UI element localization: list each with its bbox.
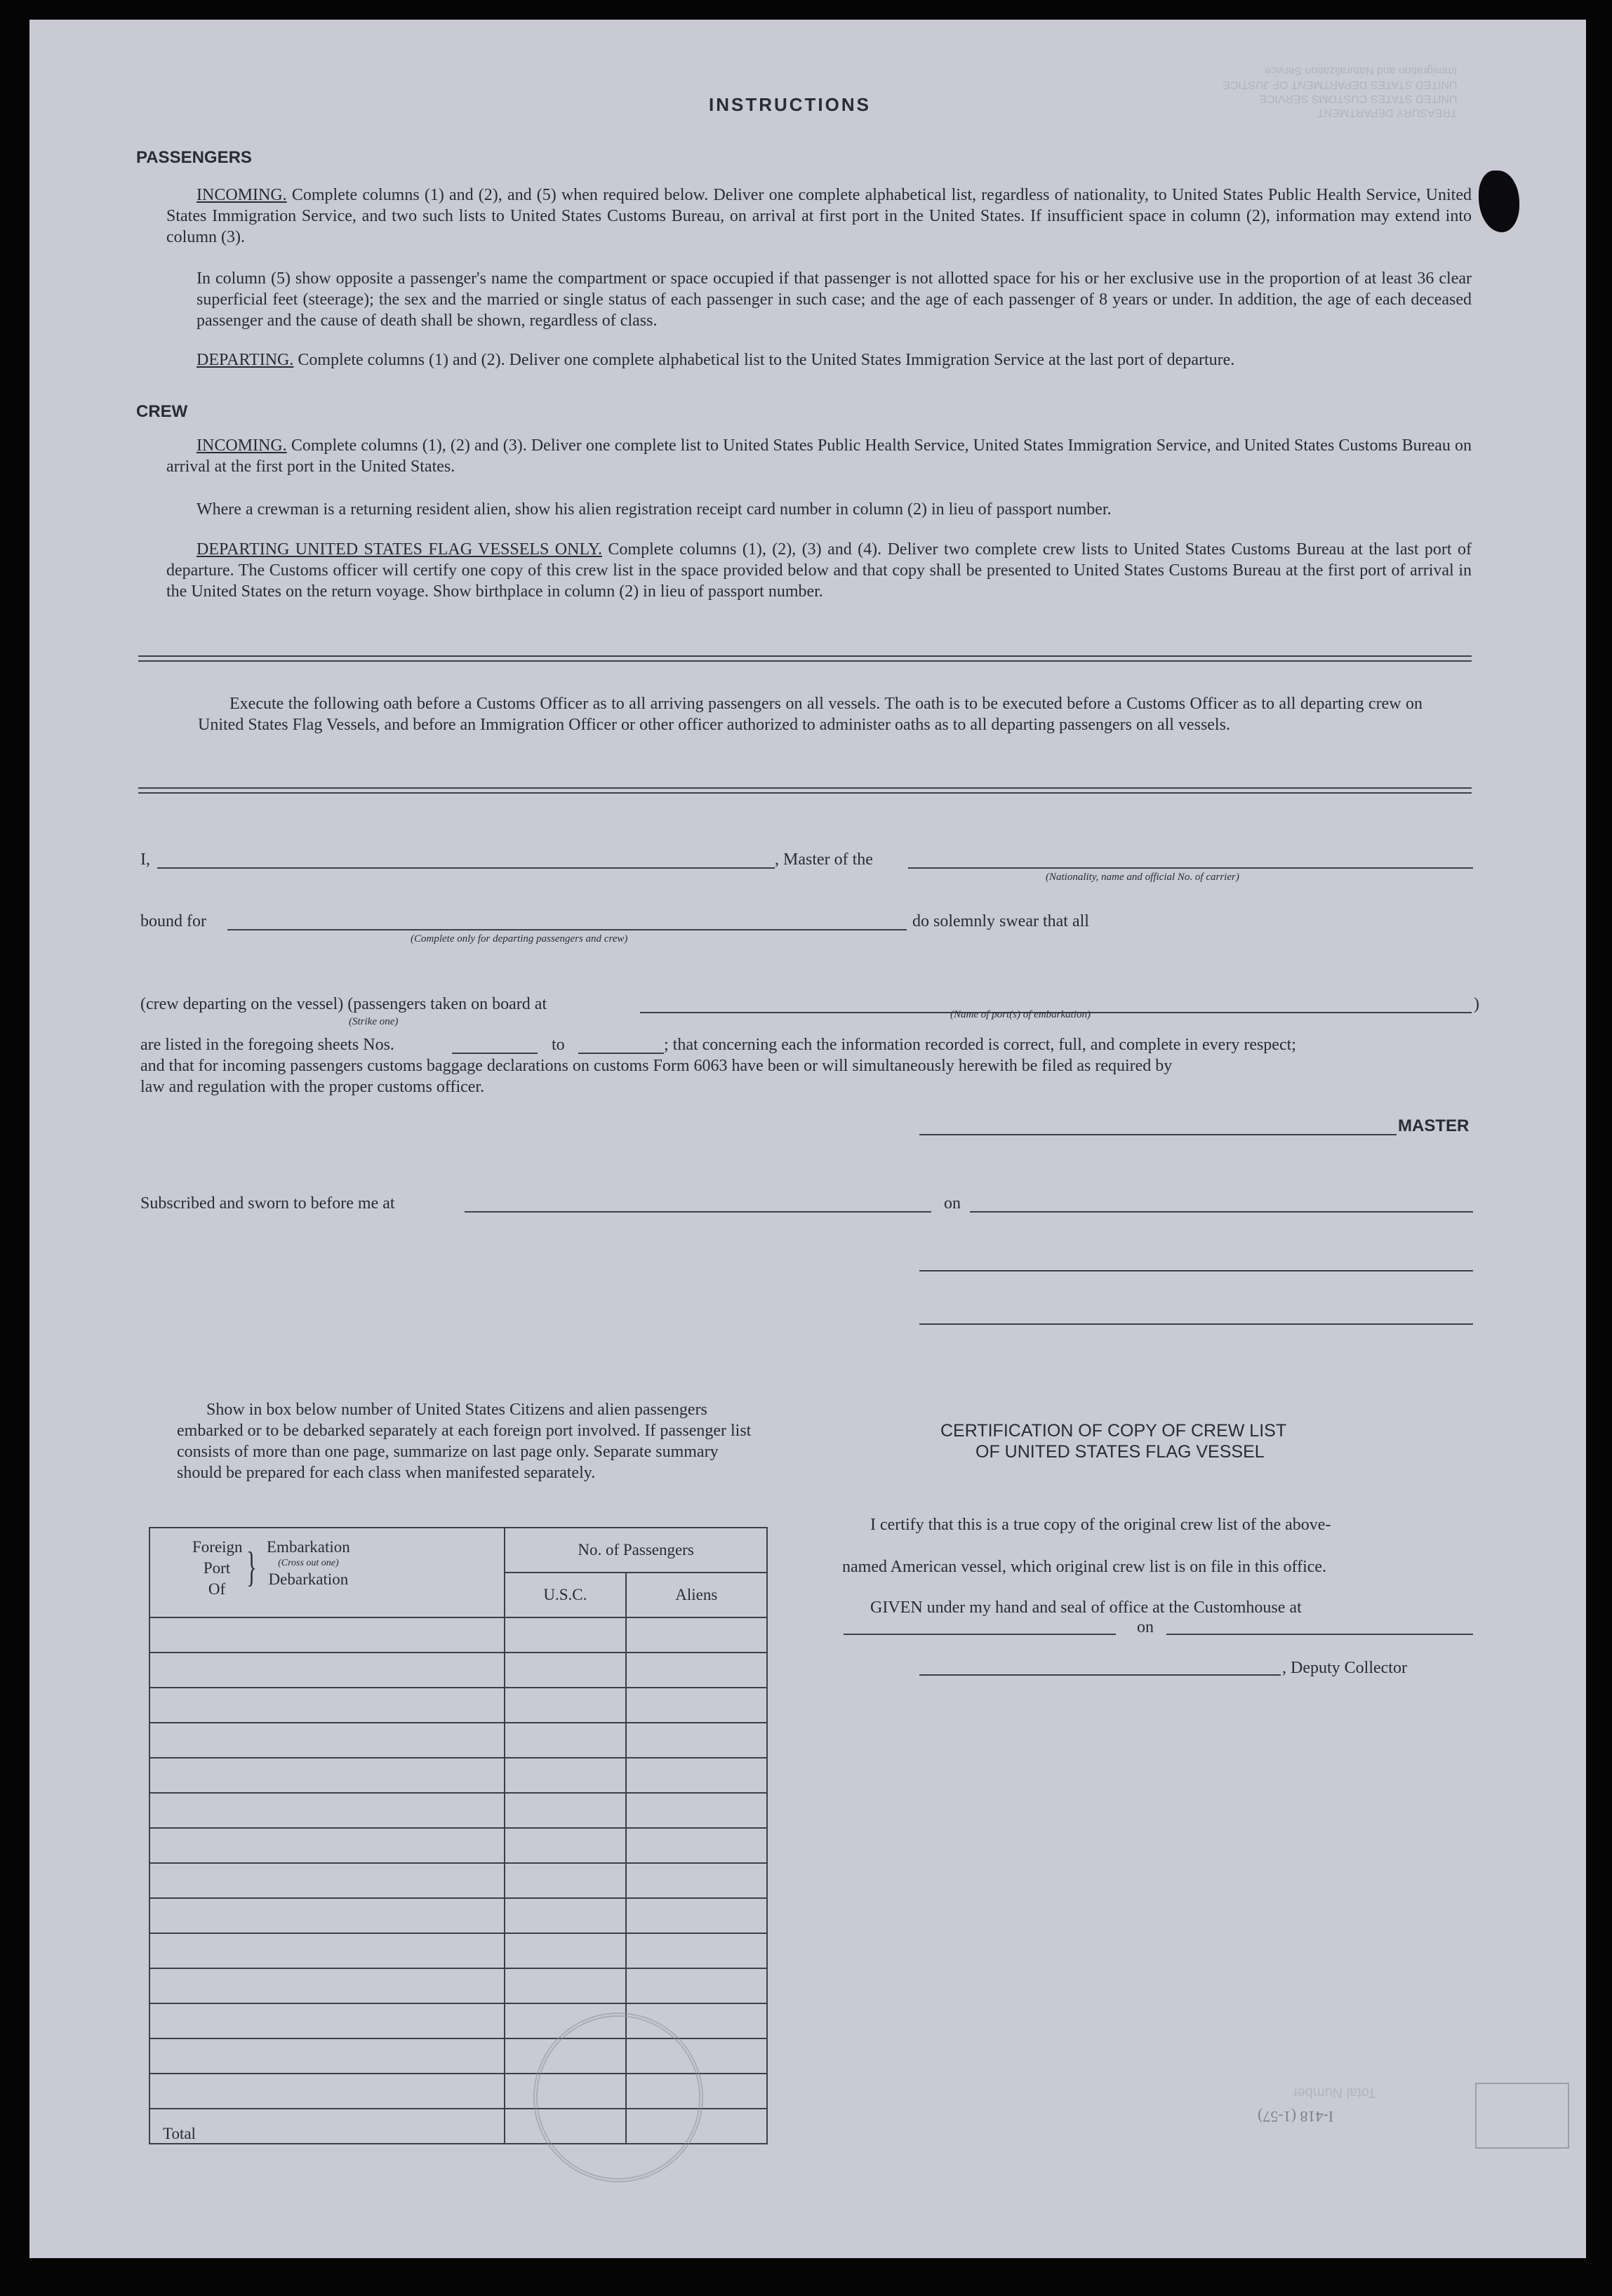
bound-for-label: bound for (140, 912, 206, 930)
port-cell[interactable] (149, 2038, 505, 2074)
table-row (149, 1758, 767, 1793)
usc-cell[interactable] (505, 1968, 625, 2003)
table-row (149, 1653, 767, 1688)
bound-for-field[interactable] (227, 929, 907, 930)
port-cell[interactable] (149, 1828, 505, 1863)
aliens-cell[interactable] (626, 1828, 767, 1863)
certification-on-label: on (1137, 1618, 1154, 1636)
listed-to-label: to (552, 1036, 565, 1054)
given-text: GIVEN under my hand and seal of office at the Customhouse at (870, 1598, 1302, 1617)
aliens-cell[interactable] (626, 1653, 767, 1688)
sheet-from-field[interactable] (452, 1053, 538, 1054)
total-label: Total (149, 2109, 505, 2144)
aliens-cell[interactable] (626, 1968, 767, 2003)
crew-incoming-text: Complete columns (1), (2) and (3). Deliver one complete list to United States Public Health Service, United States Immigration Service, and United States Customs Bureau on arrival at the first port in the United States. (166, 436, 1472, 476)
certify-text-b: named American vessel, which original crew list is on file in this office. (842, 1558, 1327, 1576)
passengers-heading: PASSENGERS (136, 148, 252, 167)
aliens-cell[interactable] (626, 1758, 767, 1793)
crew-flag-text: Complete columns (1), (2), (3) and (4). Deliver two complete crew lists to United States Customs Bureau at the last port of departure. The Customs officer will certify one copy of this crew list in the space provided below and that copy shall be presented to United States Customs Bureau at the first port of arrival in the United States on the return voyage. Show birthplace in column (2) in lieu of passport number. (166, 540, 1472, 601)
oath-i-label: I, (140, 850, 150, 869)
aliens-cell[interactable] (626, 1793, 767, 1828)
port-cell[interactable] (149, 1933, 505, 1968)
aliens-cell[interactable] (626, 1723, 767, 1758)
nationality-note: (Nationality, name and official No. of carrier) (1046, 872, 1239, 883)
master-of-label: , Master of the (775, 850, 873, 869)
passengers-incoming-paragraph (166, 185, 1472, 248)
corner-box (1475, 2083, 1569, 2149)
col-cross-out: (Cross out one) (278, 1558, 339, 1568)
usc-cell[interactable] (505, 1723, 625, 1758)
crew-flag-paragraph (166, 539, 1472, 602)
aliens-cell[interactable] (626, 1933, 767, 1968)
col-usc: U.S.C. (505, 1573, 625, 1617)
ports-note: (Name of port(s) of embarkation) (950, 1009, 1091, 1020)
port-cell[interactable] (149, 1688, 505, 1723)
strike-one-note: (Strike one) (349, 1016, 399, 1027)
crew-incoming-paragraph (166, 435, 1472, 477)
passengers-incoming-text: Complete columns (1) and (2), and (5) when required below. Deliver one complete alphabetical list, regardless of nationality, to United States Public Health Service, United States Immigration Service, and two such lists to United States Customs Bureau, on arrival at first port in the United States. If insufficient space in column (2), information may extend into column (3). (166, 186, 1472, 246)
close-paren: ) (1474, 995, 1479, 1013)
usc-cell[interactable] (505, 1617, 625, 1653)
usc-cell[interactable] (505, 1828, 625, 1863)
master-label: MASTER (1398, 1116, 1470, 1135)
port-cell[interactable] (149, 1793, 505, 1828)
aliens-cell[interactable] (626, 1863, 767, 1898)
subscribed-on-label: on (944, 1194, 961, 1213)
crew-departing-text: (crew departing on the vessel) (passengers taken on board at (140, 995, 547, 1013)
summary-instructions: Show in box below number of United States Citizens and alien passengers embarked or to be debarked separately at each foreign port involved. If passenger list consists of more than one page, summarize on last page only. Separate summary should be prepared for each class when manifested separately. (177, 1401, 752, 1482)
oath-intro: Execute the following oath before a Customs Officer as to all arriving passengers on all vessels. The oath is to be executed before a Customs Officer as to all departing crew on United States Flag Vessels, and before an Immigration Officer or other officer authorized to administer oaths as to all departing passengers on all vessels. (198, 695, 1423, 734)
table-row (149, 1617, 767, 1653)
deputy-signature-field[interactable] (919, 1674, 1281, 1676)
listed-text-a: are listed in the foregoing sheets Nos. (140, 1036, 394, 1054)
passengers-incoming-label: INCOMING. (196, 186, 287, 204)
col-of: Of (208, 1580, 226, 1598)
table-row (149, 1968, 767, 2003)
listed-text-b: ; that concerning each the information recorded is correct, full, and complete in every respect; (664, 1036, 1296, 1054)
table-row (149, 1898, 767, 1933)
usc-cell[interactable] (505, 1898, 625, 1933)
port-cell[interactable] (149, 1968, 505, 2003)
col-aliens: Aliens (626, 1573, 767, 1617)
listed-text-d: law and regulation with the proper customs officer. (140, 1078, 485, 1096)
certify-text-a: I certify that this is a true copy of the original crew list of the above- (870, 1516, 1331, 1534)
crew-incoming-label: INCOMING. (196, 436, 287, 455)
col-port: Port (203, 1559, 231, 1577)
usc-cell[interactable] (505, 1653, 625, 1688)
usc-cell[interactable] (505, 1688, 625, 1723)
usc-cell[interactable] (505, 1758, 625, 1793)
table-row (149, 1793, 767, 1828)
deputy-collector-label: , Deputy Collector (1282, 1659, 1407, 1677)
faded-stamp (533, 2013, 703, 2182)
port-cell[interactable] (149, 1898, 505, 1933)
port-cell[interactable] (149, 2074, 505, 2109)
page-title: INSTRUCTIONS (709, 94, 871, 115)
master-name-field[interactable] (157, 867, 775, 869)
table-row (149, 1933, 767, 1968)
passengers-departing-text: Complete columns (1) and (2). Deliver one complete alphabetical list to the United States Immigration Service at the last port of departure. (298, 351, 1235, 369)
subscribed-text: Subscribed and sworn to before me at (140, 1194, 395, 1213)
table-row (149, 1828, 767, 1863)
port-cell[interactable] (149, 1863, 505, 1898)
complete-only-note: (Complete only for departing passengers and crew) (411, 933, 628, 945)
col-embarkation: Embarkation (267, 1538, 350, 1556)
ink-blot (1479, 171, 1519, 232)
port-cell[interactable] (149, 2003, 505, 2038)
passengers-departing-paragraph (166, 349, 1472, 371)
aliens-cell[interactable] (626, 1898, 767, 1933)
usc-cell[interactable] (505, 1793, 625, 1828)
subscribed-date-field[interactable] (970, 1211, 1473, 1213)
double-rule (138, 655, 1472, 662)
double-rule (138, 787, 1472, 794)
table-row (149, 1688, 767, 1723)
document-page: TREASURY DEPARTMENT UNITED STATES CUSTOMS SERVICE UNITED STATES DEPARTMENT OF JUSTICE Immigration and Naturalization Service INSTRUCTIONS PASSENGERS INCOMING. Complete columns (1) and (2), and (5) when required below. Deliver one complete alphabetical list, regardless of nationality, to United States Public Health Service, United States Immigration Service, and two such lists to United States Customs Bureau, on arrival at first port in the United States. If insufficient space in column (2), information may extend into column (3). In column (5) show opposite a passenger's name the compartment or space occupied if that passenger is not allotted space for his or her exclusive use in the proportion of at least 36 clear superficial feet (steerage); the sex and the married or single status of each passenger in such case; and the age of each passenger of 8 years or under. In addition, the age of each deceased passenger and the cause of death shall be shown, regardless of class. DEPARTING. Complete columns (1) and (2). Deliver one complete alphabetical list to the United States Immigration Service at the last port of departure. CREW INCOMING. Complete columns (1), (2) and (3). Deliver one complete list to United States Public Health Service, United States Immigration Service, and United States Customs Bureau on arrival at the first port in the United States. Where a crewman is a returning resident alien, show his alien registration receipt card number in column (2) in lieu of passport number. DEPARTING UNITED STATES FLAG VESSELS ONLY. Complete columns (1), (2), (3) and (4). Deliver two complete crew lists to United States Customs Bureau at the last port of departure. The Customs officer will certify one copy of this crew list in the space provided below and that copy shall be presented to United States Customs Bureau at the first port of arrival in the United States on the return voyage. Show birthplace in column (2) in lieu of passport number. Execute the following oath before a Customs Officer as to all arriving passengers on all vessels. The oath is to be executed before a Customs Officer as to all departing crew on United States Flag Vessels, and before an Immigration Officer or other officer authorized to administer oaths as to all departing passengers on all vessels. I, , Master of the (Nationality, name and official No. of carrier) bound for do solemnly swear that all (Complete only for departing passengers and crew) (crew departing on the vessel) (passengers taken on board at ) (Strike one) (Name of port(s) of embarkation) are listed in the foregoing sheets Nos. to ; that concerning each the information recorded is correct, full, and complete in every respect; and that for incoming passengers customs baggage declarations on customs Form 6063 have been or will simultaneously herewith be filed as required by law and regulation with the proper customs officer. MASTER Subscribed and sworn to before me at on Show in box below number of United States Citizens and alien passengers embarked or to be debarked separately at each foreign port involved. If passenger list consists of more than one page, summarize on last page only. Separate summary should be prepared for each class when manifested separately. Foreign Port Of } Embarkation (Cross out one) Debarkation No. of Passengers U.S.C. Aliens Total CERTIFICATION OF COPY OF CREW LIST OF UNITED STATES FLAG VESSEL I certify that this is a true copy of the original crew list of the above- named American vessel, which original crew list is on file in this office. GIVEN under my hand and seal of office at the Customhouse at on , Deputy Collector Total Number I-418 (1-57) (29, 20, 1586, 2258)
vessel-field[interactable] (908, 867, 1473, 869)
port-cell[interactable] (149, 1653, 505, 1688)
table-row (149, 1723, 767, 1758)
master-signature-field[interactable] (919, 1134, 1397, 1135)
passengers-column5-paragraph: In column (5) show opposite a passenger's name the compartment or space occupied if that passenger is not allotted space for his or her exclusive use in the proportion of at least 36 clear superficial feet (steerage); the sex and the married or single status of each passenger in such case; and the age of each passenger of 8 years or under. In addition, the age of each deceased passenger and the cause of death shall be shown, regardless of class. (196, 269, 1472, 330)
passengers-departing-label: DEPARTING. (196, 351, 294, 369)
form-number: I-418 (1-57) (1258, 2108, 1334, 2125)
port-header-cell: Foreign Port Of } Embarkation (Cross out one) Debarkation (149, 1528, 505, 1617)
officer-signature-field[interactable] (919, 1270, 1473, 1272)
port-cell[interactable] (149, 1758, 505, 1793)
col-debarkation: Debarkation (268, 1570, 349, 1588)
listed-text-c: and that for incoming passengers customs baggage declarations on customs Form 6063 have been or will simultaneously herewith be filed as required by (140, 1057, 1173, 1075)
sheet-to-field[interactable] (578, 1053, 664, 1054)
total-number-bleed: Total Number (1293, 2085, 1376, 2100)
customhouse-field[interactable] (844, 1634, 1116, 1635)
table-row (149, 1863, 767, 1898)
col-no-passengers: No. of Passengers (505, 1528, 767, 1573)
crew-heading: CREW (136, 402, 188, 421)
certification-title-1: CERTIFICATION OF COPY OF CREW LIST (940, 1421, 1287, 1441)
aliens-cell[interactable] (626, 1617, 767, 1653)
col-foreign: Foreign (192, 1538, 243, 1556)
certification-title-2: OF UNITED STATES FLAG VESSEL (975, 1442, 1265, 1462)
subscribed-place-field[interactable] (465, 1211, 931, 1213)
aliens-cell[interactable] (626, 1688, 767, 1723)
port-cell[interactable] (149, 1723, 505, 1758)
port-cell[interactable] (149, 1617, 505, 1653)
certification-date-field[interactable] (1166, 1634, 1473, 1635)
usc-cell[interactable] (505, 1863, 625, 1898)
usc-cell[interactable] (505, 1933, 625, 1968)
swear-text: do solemnly swear that all (912, 912, 1089, 930)
crew-flag-label: DEPARTING UNITED STATES FLAG VESSELS ONLY. (196, 540, 602, 559)
crew-resident-alien-paragraph: Where a crewman is a returning resident alien, show his alien registration receipt card number in column (2) in lieu of passport number. (196, 500, 1112, 519)
officer-title-field[interactable] (919, 1323, 1473, 1325)
